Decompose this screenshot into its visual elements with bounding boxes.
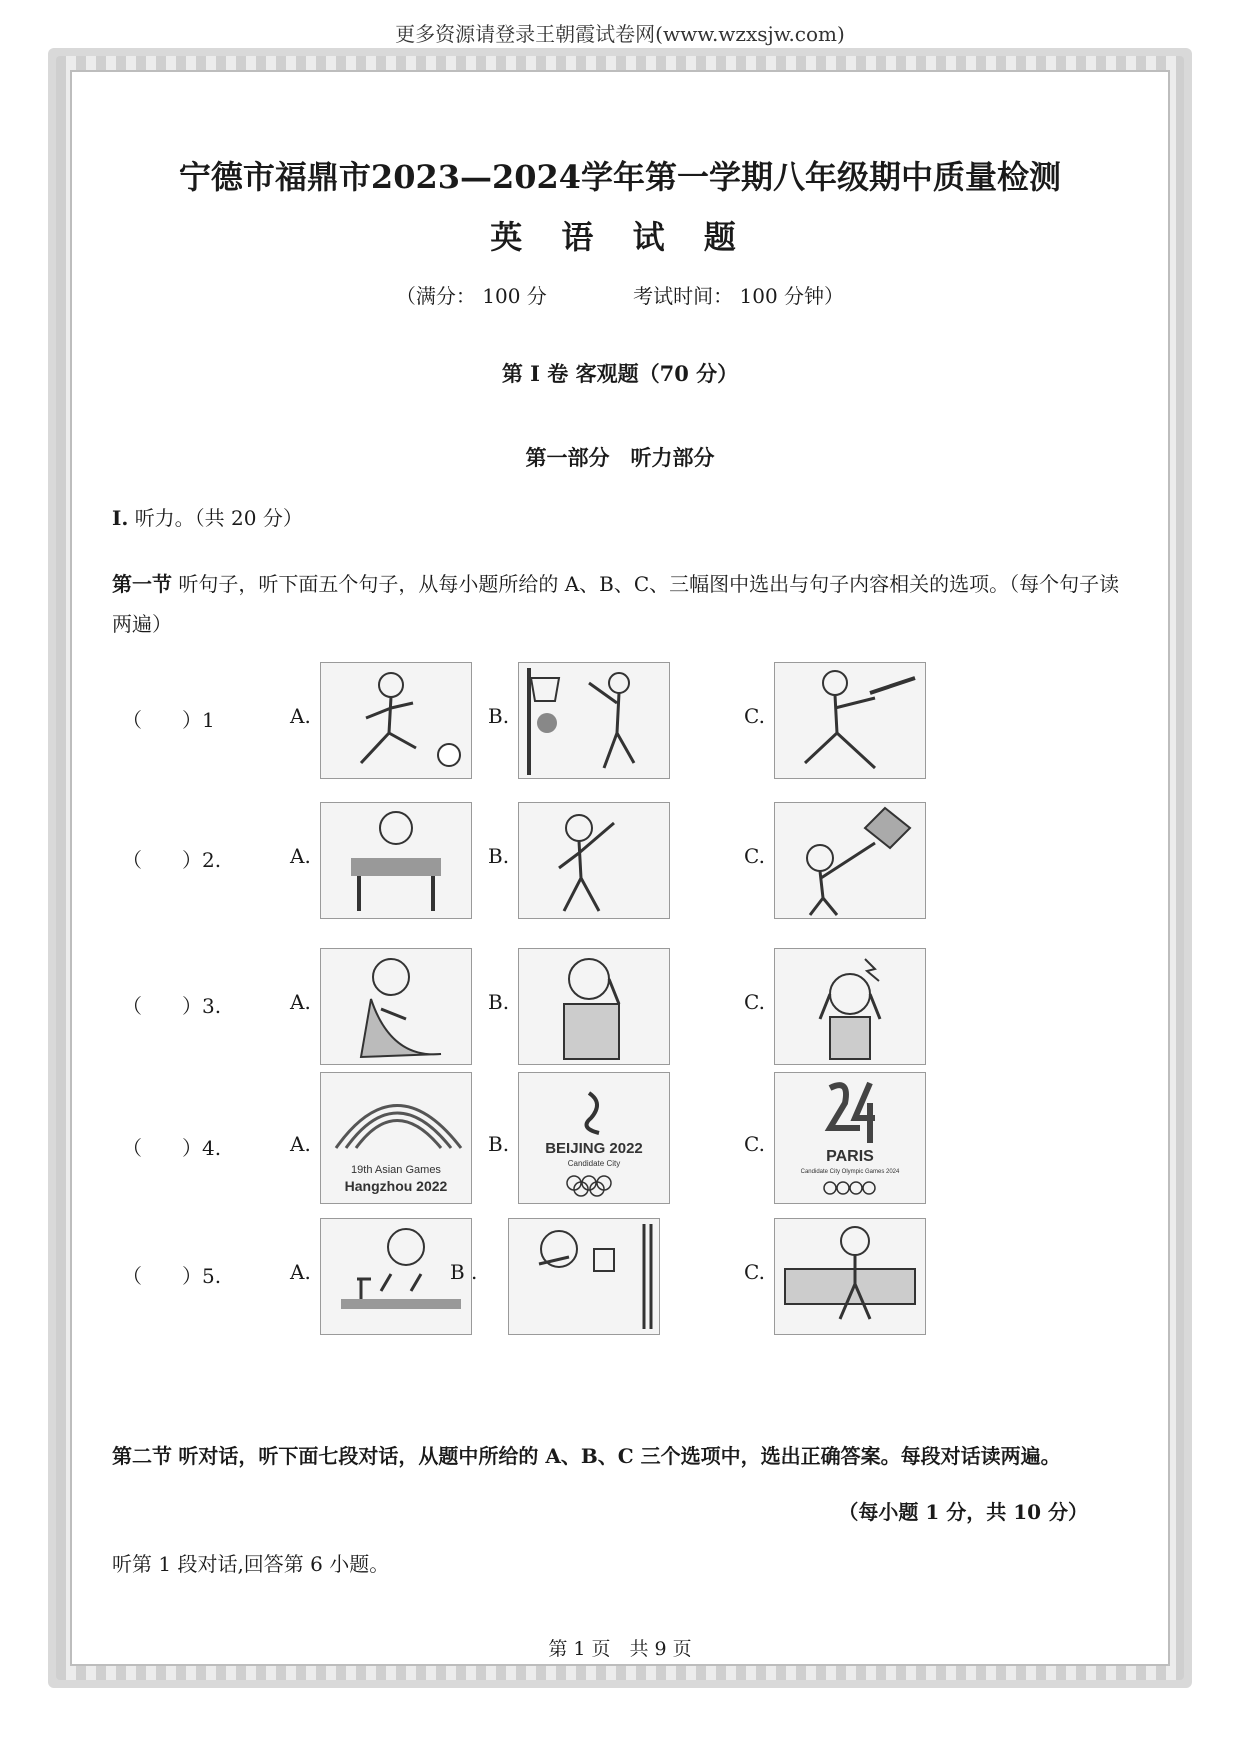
section-i-text: 听力。（共 20 分） [134, 506, 303, 530]
option-a-label: A. [290, 704, 311, 728]
question-2 [122, 802, 1142, 922]
hangzhou-asian-games-logo-image[interactable] [320, 1072, 472, 1204]
option-b-label: B. [488, 1132, 510, 1156]
logo-text-paris: PARIS [826, 1148, 874, 1165]
paris-2024-logo-image[interactable] [774, 1072, 926, 1204]
girl-making-bed-image[interactable] [774, 1218, 926, 1335]
option-c-label: C. [744, 990, 765, 1014]
beijing-2022-logo-image[interactable] [518, 1072, 670, 1204]
logo-text-candidate-city: Candidate City [567, 1159, 621, 1168]
section-2-text: 听对话，听下面七段对话，从题中所给的 A、B、C 三个选项中，选出正确答案。每段对话读两遍。 [178, 1444, 1061, 1468]
question-3 [122, 948, 1142, 1068]
exam-paper [72, 72, 1168, 1664]
boy-waving-image[interactable] [518, 802, 670, 919]
page-footer: 第 1 页 共 9 页 [548, 1638, 692, 1660]
option-c-label: C. [744, 844, 765, 868]
logo-text-paris-candidate: Candidate City Olympic Games 2024 [800, 1169, 900, 1175]
section-2-instructions [112, 1440, 1061, 1469]
section-1-label: 第一节 [112, 572, 172, 596]
logo-text-asian-games: 19th Asian Games [351, 1164, 441, 1176]
volume-heading: 第 I 卷 客观题（70 分） [501, 361, 739, 386]
boy-playing-basketball-image[interactable] [518, 662, 670, 779]
option-b-label: B. [488, 844, 510, 868]
section-i-num: I. [112, 506, 129, 530]
option-a-label: A. [290, 990, 311, 1014]
logo-text-hangzhou: Hangzhou 2022 [344, 1178, 448, 1194]
boy-kicking-football-image[interactable] [320, 662, 472, 779]
question-1 [122, 662, 1142, 782]
player-hitting-baseball-image[interactable] [774, 662, 926, 779]
option-b-label: B. [488, 704, 510, 728]
option-a-label: A. [290, 1132, 311, 1156]
option-b-label: B. [488, 990, 510, 1014]
exam-time: 考试时间： 100 分钟） [633, 284, 845, 308]
option-c-label: C. [744, 1260, 765, 1284]
section-1-text: 听句子，听下面五个句子，从每小题所给的 A、B、C、三幅图中选出与句子内容相关的选项。（每个句子读两遍） [112, 572, 1120, 636]
girl-stomachache-image[interactable] [320, 948, 472, 1065]
option-a-label: A. [290, 844, 311, 868]
question-5 [122, 1218, 1142, 1338]
exam-info [72, 280, 1168, 309]
question-label: （ ）4. [122, 1136, 222, 1160]
section-2-label: 第二节 [112, 1444, 172, 1468]
section-i-heading [112, 502, 303, 531]
boy-toothache-image[interactable] [518, 948, 670, 1065]
boy-flying-kite-image[interactable] [774, 802, 926, 919]
boy-headache-image[interactable] [774, 948, 926, 1065]
option-a-label: A. [290, 1260, 311, 1284]
question-label: （ ）3. [122, 994, 222, 1018]
question-label: （ ）5. [122, 1264, 222, 1288]
option-c-label: C. [744, 704, 765, 728]
option-b-label: B . [450, 1260, 478, 1284]
question-4 [122, 1072, 1142, 1192]
logo-text-beijing: BEIJING 2022 [545, 1140, 643, 1157]
exam-subtitle: 英 语 试 题 [490, 218, 750, 256]
listen-instruction: 听第 1 段对话,回答第 6 小题。 [112, 1552, 390, 1576]
exam-title: 宁德市福鼎市2023—2024学年第一学期八年级期中质量检测 [178, 158, 1062, 196]
full-score: （满分： 100 分 [395, 284, 547, 308]
question-label: （ ）1 [122, 708, 215, 732]
header-note: 更多资源请登录王朝霞试卷网(www.wzxsjw.com) [395, 22, 845, 46]
question-label: （ ）2. [122, 848, 222, 872]
part-heading: 第一部分 听力部分 [525, 445, 715, 470]
section-1-instructions [112, 564, 1132, 644]
girl-brushing-teeth-image[interactable] [508, 1218, 660, 1335]
boy-at-desk-image[interactable] [320, 802, 472, 919]
score-note: （每小题 1 分，共 10 分） [838, 1500, 1088, 1524]
option-c-label: C. [744, 1132, 765, 1156]
